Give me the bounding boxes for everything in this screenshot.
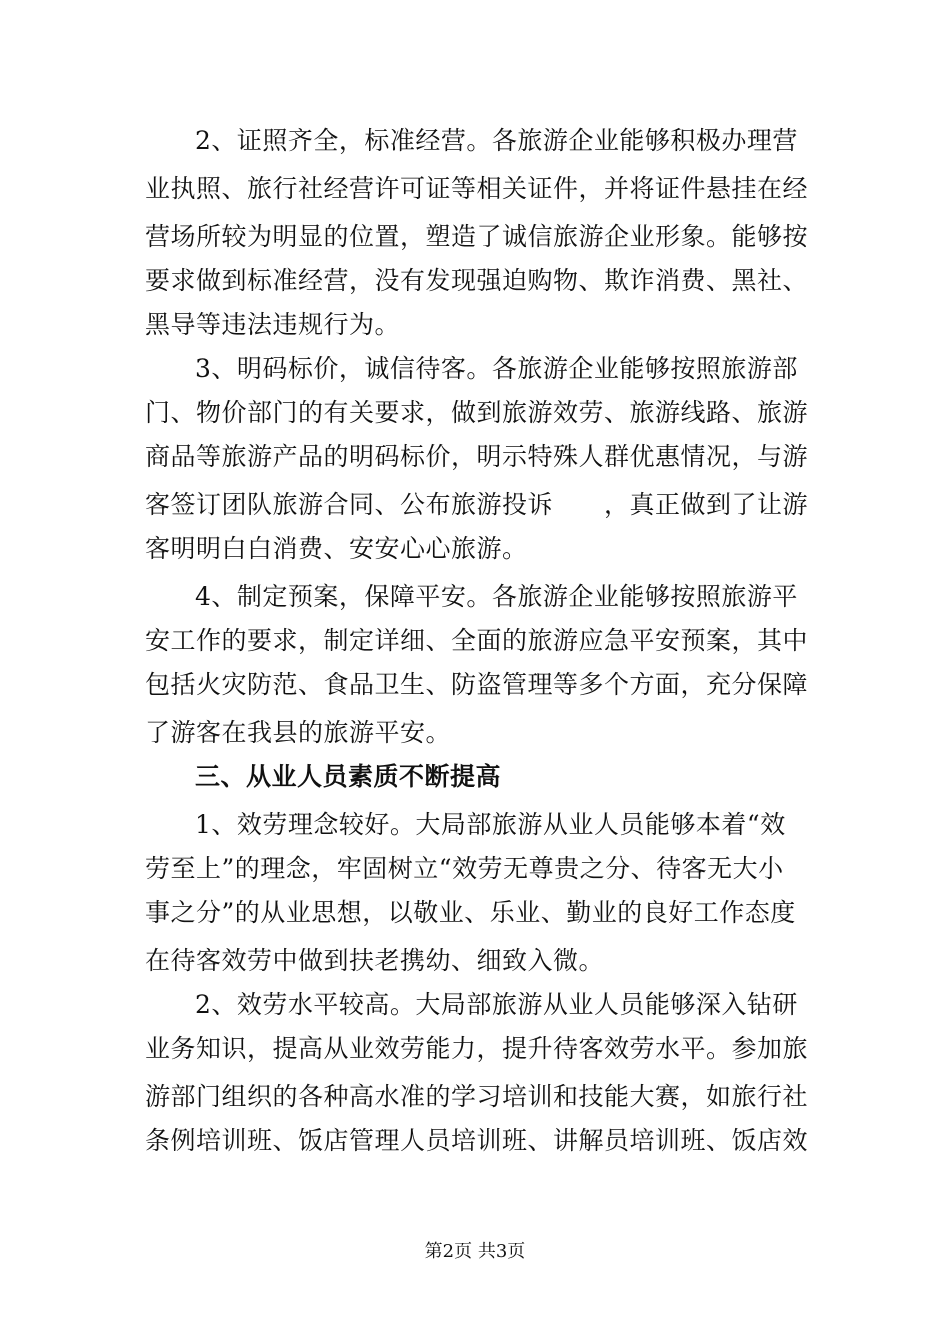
text-line: 2、效劳水平较高。大局部旅游从业人员能够深入钻研	[195, 990, 798, 1019]
text-line: 劳至上”的理念，牢固树立“效劳无尊贵之分、待客无大小	[145, 854, 784, 883]
text-line: 业执照、旅行社经营许可证等相关证件，并将证件悬挂在经	[145, 174, 809, 203]
text-line: 2、证照齐全，标准经营。各旅游企业能够积极办理营	[195, 126, 798, 155]
page-footer: 第2页 共3页	[424, 1241, 526, 1262]
text-line: 黑导等违法违规行为。	[145, 310, 401, 339]
text-line: 要求做到标准经营，没有发现强迫购物、欺诈消费、黑社、	[145, 266, 809, 295]
text-line: 条例培训班、饭店管理人员培训班、讲解员培训班、饭店效	[145, 1126, 809, 1155]
text-line: 门、物价部门的有关要求，做到旅游效劳、旅游线路、旅游	[145, 398, 809, 427]
text-line: 游部门组织的各种高水准的学习培训和技能大赛，如旅行社	[145, 1082, 809, 1111]
text-line: 客签订团队旅游合同、公布旅游投诉 ，真正做到了让游	[145, 490, 809, 519]
text-line: 3、明码标价，诚信待客。各旅游企业能够按照旅游部	[195, 354, 798, 383]
text-line: 营场所较为明显的位置，塑造了诚信旅游企业形象。能够按	[145, 222, 809, 251]
text-line: 事之分”的从业思想，以敬业、乐业、勤业的良好工作态度	[145, 898, 796, 927]
text-line: 业务知识，提高从业效劳能力，提升待客效劳水平。参加旅	[145, 1034, 809, 1063]
text-line: 了游客在我县的旅游平安。	[145, 718, 452, 747]
text-line: 安工作的要求，制定详细、全面的旅游应急平安预案，其中	[145, 626, 809, 655]
text-line: 客明明白白消费、安安心心旅游。	[145, 534, 528, 563]
section-heading: 三、从业人员素质不断提高	[195, 762, 502, 791]
text-line: 包括火灾防范、食品卫生、防盗管理等多个方面，充分保障	[145, 670, 809, 699]
text-line: 商品等旅游产品的明码标价，明示特殊人群优惠情况，与游	[145, 442, 809, 471]
text-line: 在待客效劳中做到扶老携幼、细致入微。	[145, 946, 605, 975]
text-line: 4、制定预案，保障平安。各旅游企业能够按照旅游平	[195, 582, 798, 611]
text-line: 1、效劳理念较好。大局部旅游从业人员能够本着“效	[195, 810, 786, 839]
